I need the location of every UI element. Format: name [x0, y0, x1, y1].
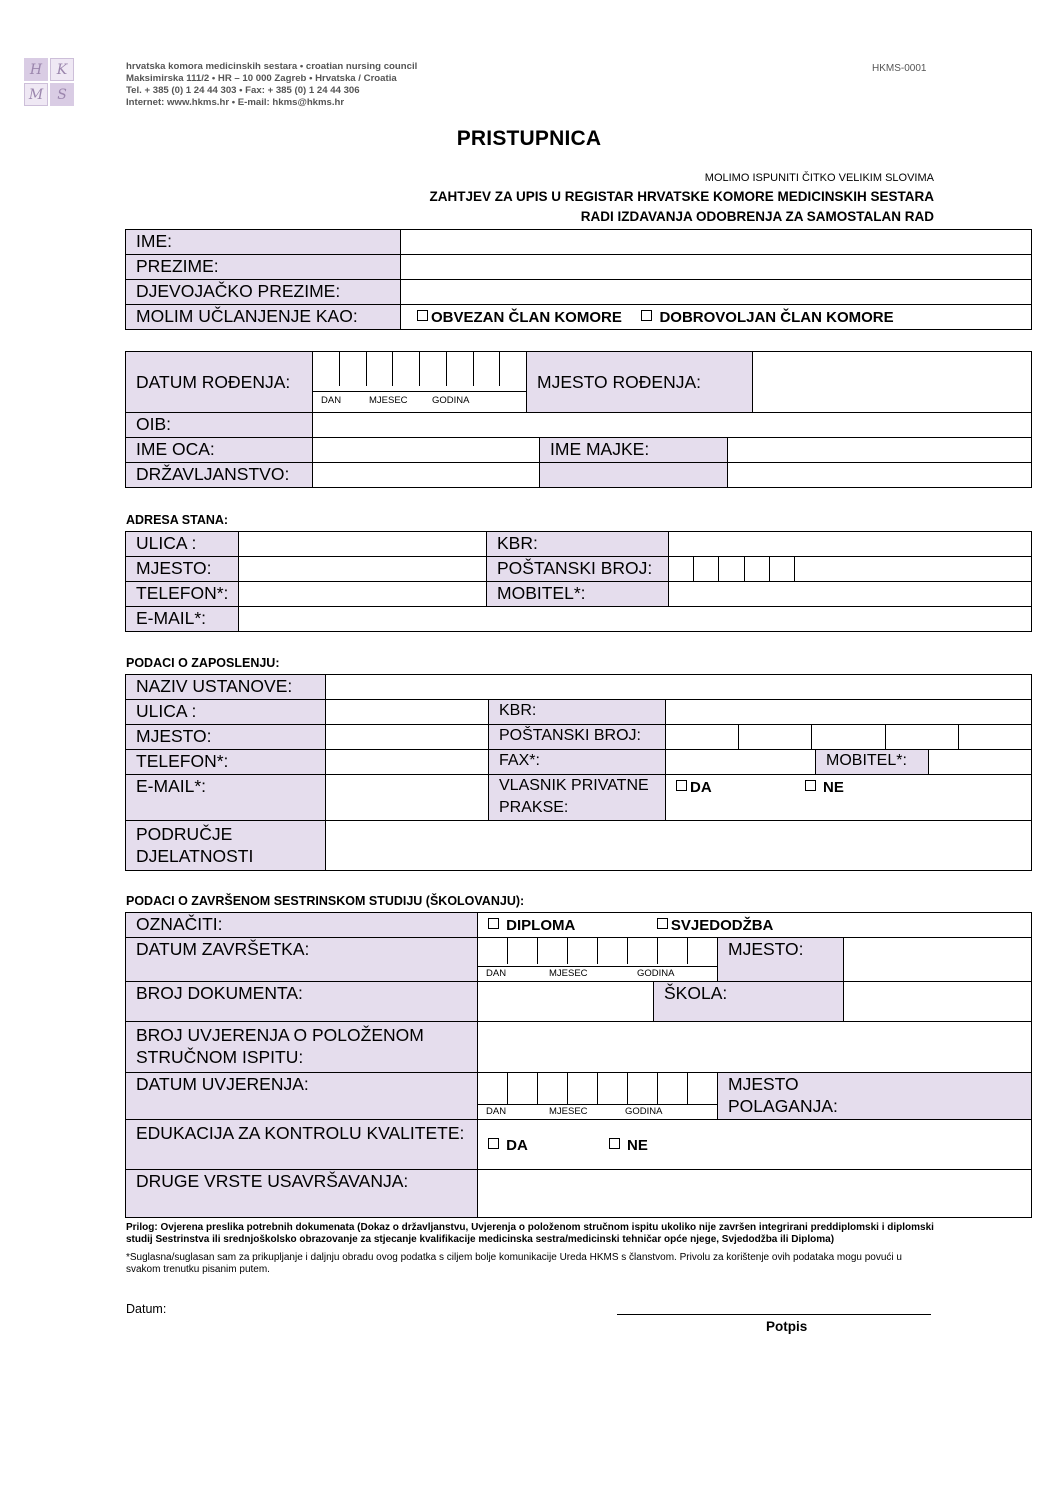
- dan-label: DAN: [321, 395, 342, 406]
- label-telefon: TELEFON*:: [126, 582, 239, 607]
- label-edukacija: EDUKACIJA ZA KONTROLU KVALITETE:: [126, 1120, 478, 1170]
- checkbox-icon[interactable]: [657, 918, 668, 929]
- label-mobitel-posao: MOBITEL*:: [816, 750, 929, 775]
- potpis-label: Potpis: [766, 1319, 808, 1334]
- label-ime-majke: IME MAJKE:: [540, 438, 728, 463]
- oznaciti-options: [478, 913, 1032, 938]
- footnote-prilog: Prilog: Ovjerena preslika potrebnih dokumenata (Dokaz o državljanstvu, Uvjerenja o položenom stručnom ispitu ukoliko nije završen integrirani preddiplomski i diplomski studij Sestrinstva ili srednjoškolsko obrazovanje za stjecanje kvalifikacije medicinska sestra/medicinski tehničar opće njege, Svjedodžba ili Diploma): [126, 1222, 934, 1245]
- logo-letter: H: [24, 58, 48, 81]
- logo-letter: K: [50, 58, 74, 81]
- ime-oca-field[interactable]: [313, 438, 540, 463]
- option-label: OBVEZAN ČLAN KOMORE: [431, 309, 622, 326]
- drzavljanstvo-extra-field[interactable]: [728, 463, 1032, 488]
- signature-line[interactable]: [617, 1314, 931, 1315]
- option-label: DIPLOMA: [506, 917, 576, 934]
- label-mjesto-rodjenja: MJESTO ROĐENJA:: [527, 352, 753, 413]
- datum-uvjerenja-field[interactable]: [478, 1073, 718, 1120]
- label-mobitel: MOBITEL*:: [487, 582, 669, 607]
- naziv-ustanove-field[interactable]: [326, 675, 1032, 700]
- ime-field[interactable]: [401, 230, 1032, 255]
- section-adresa: ADRESA STANA:: [126, 513, 229, 527]
- label-mjesto-polaganja: MJESTO POLAGANJA:: [718, 1073, 1032, 1120]
- label-naziv-ustanove: NAZIV USTANOVE:: [126, 675, 326, 700]
- telefon-field[interactable]: [239, 582, 487, 607]
- checkbox-icon[interactable]: [417, 310, 428, 321]
- label-email-posao: E-MAIL*:: [126, 775, 326, 821]
- option-svjedodzba[interactable]: [657, 917, 774, 934]
- clanstvo-options: [401, 305, 1032, 330]
- mobitel-posao-field[interactable]: [929, 750, 1032, 775]
- godina-label: GODINA: [637, 968, 675, 979]
- datum-rodjenja-field[interactable]: [313, 352, 527, 413]
- org-line: Internet: www.hkms.hr • E-mail: hkms@hkms.hr: [126, 97, 345, 108]
- label-mjesto: MJESTO:: [126, 557, 239, 582]
- drzavljanstvo-extra: [540, 463, 728, 488]
- mjesto-rodjenja-field[interactable]: [753, 352, 1032, 413]
- label-ime-oca: IME OCA:: [126, 438, 313, 463]
- label-oib: OIB:: [126, 413, 313, 438]
- address-table: [125, 531, 1032, 632]
- oib-field[interactable]: [313, 413, 1032, 438]
- option-da[interactable]: [676, 777, 800, 799]
- label-skola: ŠKOLA:: [654, 982, 844, 1022]
- ulica-posao-field[interactable]: [326, 700, 489, 725]
- option-ne[interactable]: [805, 779, 844, 796]
- label-postanski-posao: POŠTANSKI BROJ:: [489, 725, 666, 750]
- checkbox-icon[interactable]: [641, 310, 652, 321]
- edukacija-options: [478, 1120, 1032, 1170]
- option-obvezan[interactable]: [417, 309, 622, 326]
- label-telefon-posao: TELEFON*:: [126, 750, 326, 775]
- mjesec-label: MJESEC: [549, 1106, 588, 1117]
- org-line: Maksimirska 111/2 • HR – 10 000 Zagreb • Hrvatska / Croatia: [126, 73, 397, 84]
- ime-majke-field[interactable]: [728, 438, 1032, 463]
- mobitel-field[interactable]: [669, 582, 1032, 607]
- option-label: SVJEDODŽBA: [670, 917, 774, 934]
- org-line: hrvatska komora medicinskih sestara • croatian nursing council: [126, 61, 418, 72]
- personal-table: [125, 229, 1032, 330]
- mjesec-label: MJESEC: [369, 395, 408, 406]
- subtitle-line2: RADI IZDAVANJA ODOBRENJA ZA SAMOSTALAN RAD: [580, 209, 934, 224]
- option-label: DA: [690, 779, 712, 796]
- label-clanstvo: MOLIM UČLANJENJE KAO:: [126, 305, 401, 330]
- email-field[interactable]: [239, 607, 1032, 632]
- section-zaposlenje: PODACI O ZAPOSLENJU:: [126, 656, 280, 670]
- label-prezime: PREZIME:: [126, 255, 401, 280]
- podrucje-djelatnosti-field[interactable]: [326, 821, 1032, 871]
- checkbox-icon[interactable]: [609, 1138, 620, 1149]
- vlasnik-options: [666, 775, 1032, 821]
- checkbox-icon[interactable]: [805, 780, 816, 791]
- email-posao-field[interactable]: [326, 775, 489, 821]
- option-label: DOBROVOLJAN ČLAN KOMORE: [659, 309, 894, 326]
- footnote-suglasnost: *Suglasna/suglasan sam za prikupljanje i daljnju obradu ovog podatka s ciljem bolje komunikacije Ureda HKMS s članstvom. Privolu za korištenje ovih podataka mogu povući u svakom trenutku pisanim putem.: [126, 1252, 902, 1275]
- label-druge-vrste: DRUGE VRSTE USAVRŠAVANJA:: [126, 1170, 478, 1218]
- godina-label: GODINA: [625, 1106, 663, 1117]
- option-dobrovoljan[interactable]: [641, 309, 893, 326]
- checkbox-icon[interactable]: [676, 780, 687, 791]
- mjesto-studij-field[interactable]: [844, 938, 1032, 982]
- dan-label: DAN: [486, 968, 507, 979]
- birth-table: [125, 351, 1032, 488]
- fax-field[interactable]: [666, 750, 816, 775]
- mjesec-label: MJESEC: [549, 968, 588, 979]
- label-email: E-MAIL*:: [126, 607, 239, 632]
- employment-table: [125, 674, 1032, 871]
- label-mjesto-studij: MJESTO:: [718, 938, 844, 982]
- label-vlasnik-prakse: VLASNIK PRIVATNE PRAKSE:: [489, 775, 666, 821]
- checkbox-icon[interactable]: [488, 918, 499, 929]
- option-diploma[interactable]: [488, 915, 652, 937]
- option-label: NE: [627, 1136, 648, 1154]
- label-broj-uvjerenja: BROJ UVJERENJA O POLOŽENOM STRUČNOM ISPITU:: [126, 1022, 478, 1073]
- druge-vrste-field[interactable]: [478, 1170, 1032, 1218]
- label-datum-zavrsetka: DATUM ZAVRŠETKA:: [126, 938, 478, 982]
- instruction-note: MOLIMO ISPUNITI ČITKO VELIKIM SLOVIMA: [704, 172, 934, 184]
- section-skolovanje: PODACI O ZAVRŠENOM SESTRINSKOM STUDIJU (ŠKOLOVANJU):: [126, 894, 525, 908]
- broj-uvjerenja-field[interactable]: [478, 1022, 1032, 1073]
- label-kbr-posao: KBR:: [489, 700, 666, 725]
- mjesto-posao-field[interactable]: [326, 725, 489, 750]
- skola-field[interactable]: [844, 982, 1032, 1022]
- ulica-field[interactable]: [239, 532, 487, 557]
- prezime-field[interactable]: [401, 255, 1032, 280]
- option-label: NE: [823, 779, 844, 796]
- label-ulica-posao: ULICA :: [126, 700, 326, 725]
- label-fax: FAX*:: [489, 750, 666, 775]
- label-kbr: KBR:: [487, 532, 669, 557]
- label-ime: IME:: [126, 230, 401, 255]
- organization-info: [126, 61, 417, 109]
- djevojacko-prezime-field[interactable]: [401, 280, 1032, 305]
- page-title: PRISTUPNICA: [456, 127, 602, 150]
- logo-letter: S: [50, 83, 74, 106]
- label-ulica: ULICA :: [126, 532, 239, 557]
- drzavljanstvo-field[interactable]: [313, 463, 540, 488]
- label-djevojacko-prezime: DJEVOJAČKO PREZIME:: [126, 280, 401, 305]
- option-ne[interactable]: [609, 1137, 648, 1154]
- checkbox-icon[interactable]: [488, 1138, 499, 1149]
- datum-label: Datum:: [126, 1302, 167, 1316]
- godina-label: GODINA: [432, 395, 470, 406]
- kbr-field[interactable]: [669, 532, 1032, 557]
- kbr-posao-field[interactable]: [666, 700, 1032, 725]
- logo-letter: M: [24, 83, 48, 106]
- subtitle-line1: ZAHTJEV ZA UPIS U REGISTAR HRVATSKE KOMORE MEDICINSKIH SESTARA: [429, 189, 934, 204]
- datum-zavrsetka-field[interactable]: [478, 938, 718, 982]
- mjesto-field[interactable]: [239, 557, 487, 582]
- option-da[interactable]: [488, 1135, 604, 1157]
- org-line: Tel. + 385 (0) 1 24 44 303 • Fax: + 385 (0) 1 24 44 306: [126, 85, 360, 96]
- dan-label: DAN: [486, 1106, 507, 1117]
- education-table: [125, 912, 1032, 1218]
- label-datum-uvjerenja: DATUM UVJERENJA:: [126, 1073, 478, 1120]
- postanski-posao-field[interactable]: [666, 725, 1032, 750]
- label-broj-dokumenta: BROJ DOKUMENTA:: [126, 982, 478, 1022]
- document-code: HKMS-0001: [872, 63, 927, 74]
- label-postanski-broj: POŠTANSKI BROJ:: [487, 557, 669, 582]
- broj-dokumenta-field[interactable]: [478, 982, 654, 1022]
- label-oznaciti: OZNAČITI:: [126, 913, 478, 938]
- label-mjesto-posao: MJESTO:: [126, 725, 326, 750]
- label-podrucje-djelatnosti: PODRUČJE DJELATNOSTI: [126, 821, 326, 871]
- hkms-logo: [24, 58, 74, 106]
- telefon-posao-field[interactable]: [326, 750, 489, 775]
- label-drzavljanstvo: DRŽAVLJANSTVO:: [126, 463, 313, 488]
- label-datum-rodjenja: DATUM ROĐENJA:: [126, 352, 313, 413]
- option-label: DA: [506, 1136, 528, 1154]
- postanski-broj-field[interactable]: [669, 557, 1032, 582]
